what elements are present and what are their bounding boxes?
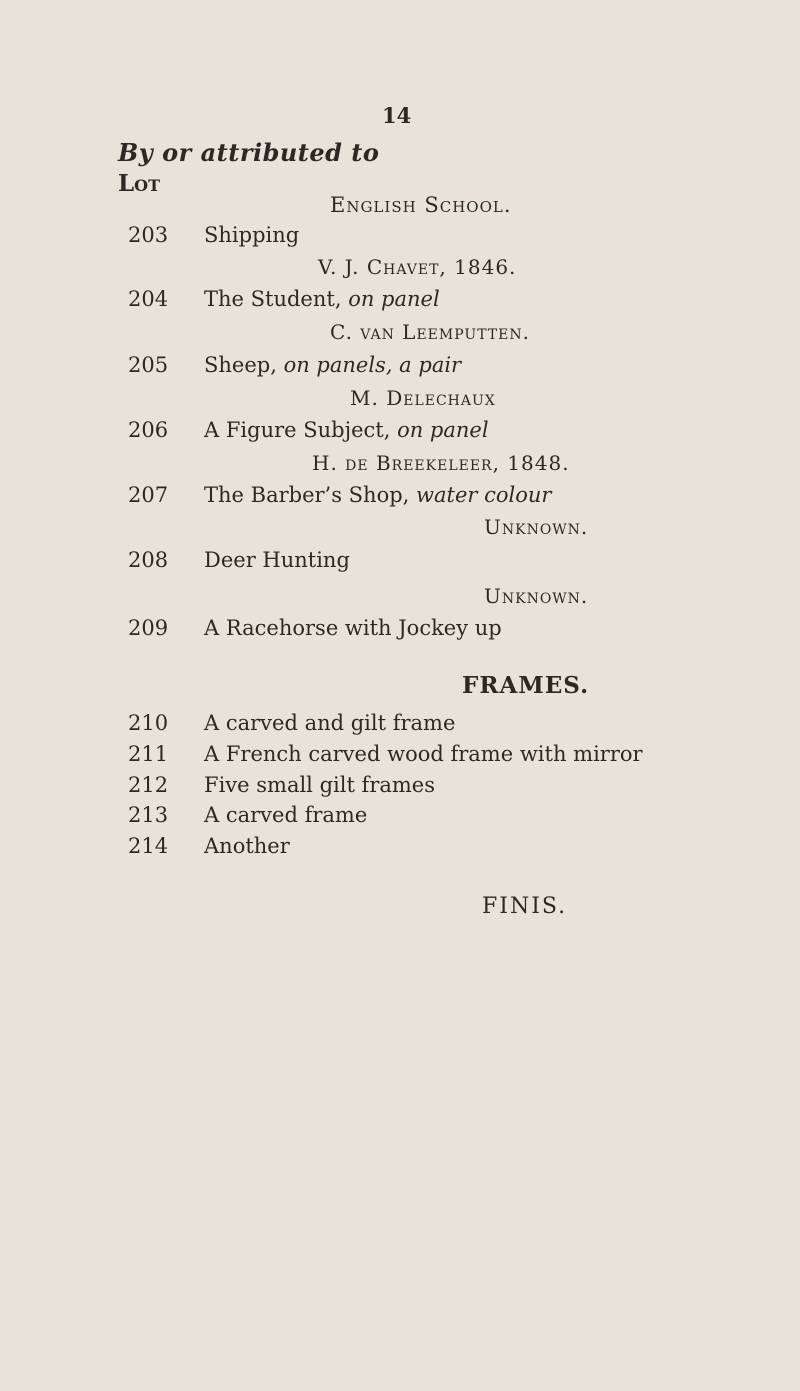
artist-attribution: M. Delechaux	[350, 386, 496, 410]
lot-title-text: A Figure Subject,	[204, 418, 391, 442]
lot-title: A French carved wood frame with mirror	[204, 742, 643, 766]
lot-title: Another	[204, 834, 290, 858]
finis-mark: FINIS.	[482, 894, 568, 919]
lot-title: A carved frame	[204, 803, 368, 827]
lot-title-text: A Racehorse with Jockey up	[204, 616, 502, 640]
lot-title	[204, 616, 502, 640]
lot-number: 207	[128, 483, 169, 507]
lot-medium: on panel	[397, 418, 489, 442]
lot-number: 206	[128, 418, 169, 442]
lot-number: 204	[128, 287, 169, 311]
lot-title	[204, 548, 350, 572]
artist-attribution: C. van Leemputten.	[330, 320, 530, 344]
page-heading: By or attributed to	[118, 138, 380, 167]
lot-medium: water colour	[416, 483, 552, 507]
lot-title-text: The Student,	[204, 287, 342, 311]
lot-title-text: Deer Hunting	[204, 548, 350, 572]
artist-attribution: Unknown.	[484, 584, 589, 608]
lot-title	[204, 223, 299, 247]
lot-title: A carved and gilt frame	[204, 711, 456, 735]
lot-title	[204, 287, 440, 311]
lot-number: 210	[128, 711, 169, 735]
lot-number: 203	[128, 223, 169, 247]
lot-number: 211	[128, 742, 169, 766]
artist-attribution: V. J. Chavet, 1846.	[318, 255, 517, 279]
lot-medium: on panel	[348, 287, 440, 311]
lot-number: 209	[128, 616, 169, 640]
lot-number: 208	[128, 548, 169, 572]
lot-title: Five small gilt frames	[204, 773, 436, 797]
lot-medium: on panels, a pair	[283, 353, 462, 377]
artist-attribution: H. de Breekeleer, 1848.	[312, 451, 570, 475]
lot-number: 212	[128, 773, 169, 797]
lot-number: 213	[128, 803, 169, 827]
lot-title	[204, 483, 551, 507]
lot-title	[204, 418, 489, 442]
frames-header: FRAMES.	[462, 672, 590, 699]
lot-number: 205	[128, 353, 169, 377]
lot-title-text: The Barber’s Shop,	[204, 483, 410, 507]
artist-attribution: Unknown.	[484, 515, 589, 539]
lot-title-text: Sheep,	[204, 353, 277, 377]
lot-column-header: Lot	[118, 170, 161, 197]
lot-title	[204, 353, 461, 377]
lot-number: 214	[128, 834, 169, 858]
page-number: 14	[382, 103, 412, 128]
school-header: English School.	[330, 193, 512, 217]
lot-title-text: Shipping	[204, 223, 300, 247]
